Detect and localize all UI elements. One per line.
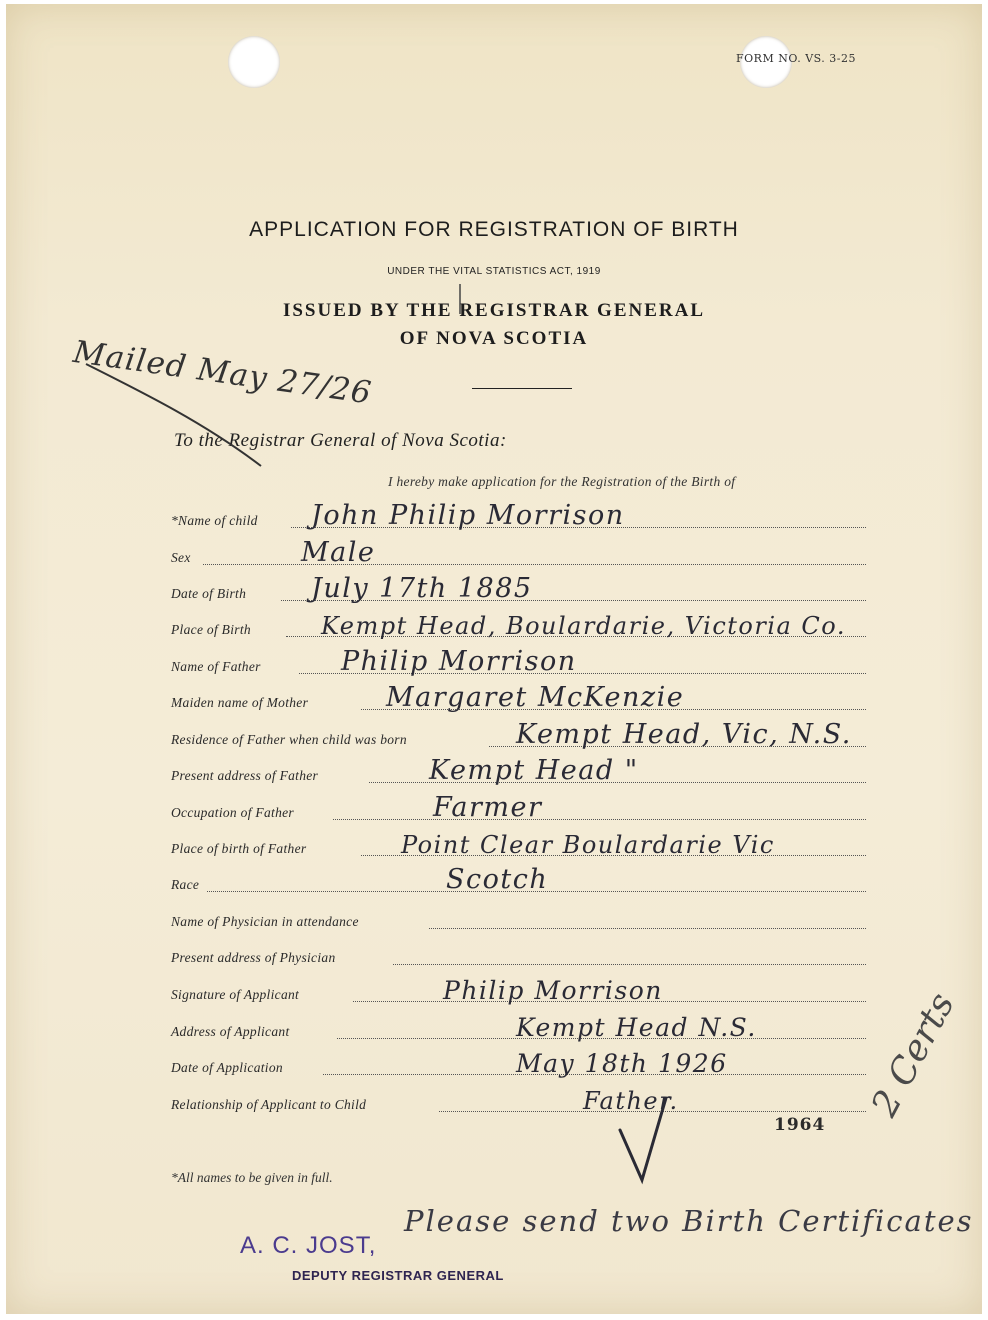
side-note-certs: 2 Certs	[864, 986, 963, 1124]
title-divider	[472, 388, 572, 389]
field-value: May 18th 1926	[516, 1049, 728, 1078]
field-row-relationship	[171, 1087, 866, 1115]
field-row-name-of-father	[171, 646, 866, 677]
field-label: Name of Physician in attendance	[171, 914, 359, 929]
field-label: Address of Applicant	[171, 1024, 290, 1039]
field-row-occupation-of-father	[171, 792, 866, 823]
form-number: FORM NO. VS. 3-25	[736, 52, 856, 65]
footnote: *All names to be given in full.	[171, 1170, 333, 1185]
field-line	[393, 964, 866, 965]
field-label: Sex	[171, 550, 191, 565]
field-label: Relationship of Applicant to Child	[171, 1097, 367, 1112]
field-row-name-of-child	[171, 500, 866, 531]
field-value: Father.	[583, 1087, 679, 1115]
field-row-maiden-name-of-mother	[171, 682, 866, 713]
field-value: John Philip Morrison	[311, 500, 625, 531]
field-value: Kempt Head "	[429, 755, 639, 786]
document-subtitle: UNDER THE VITAL STATISTICS ACT, 1919	[387, 266, 601, 277]
field-row-race	[171, 864, 866, 895]
field-value: Philip Morrison	[341, 646, 577, 677]
field-row-place-of-birth-of-father	[171, 831, 866, 859]
field-label: Race	[171, 877, 200, 892]
mailed-margin-note: Mailed May 27/26	[70, 334, 375, 412]
registrar-stamp-name: A. C. JOST,	[240, 1232, 377, 1259]
registration-number-stamp: 1964	[774, 1115, 826, 1135]
field-line	[429, 928, 866, 929]
field-label: Signature of Applicant	[171, 987, 300, 1002]
field-value: Point Clear Boulardarie Vic	[401, 831, 775, 859]
issued-by-line-1: ISSUED BY THE REGISTRAR GENERAL	[282, 300, 706, 321]
punch-hole-left	[228, 36, 280, 88]
registrar-stamp-title: DEPUTY REGISTRAR GENERAL	[292, 1268, 504, 1283]
field-value: Margaret McKenzie	[386, 682, 685, 713]
field-label: Date of Birth	[171, 586, 247, 601]
field-label: Place of birth of Father	[171, 841, 307, 856]
field-row-date-of-application	[171, 1049, 866, 1078]
field-value: Kempt Head N.S.	[516, 1013, 757, 1042]
field-label: Name of Father	[171, 659, 261, 674]
field-label: *Name of child	[171, 513, 258, 528]
field-label: Place of Birth	[171, 622, 251, 637]
salutation: To the Registrar General of Nova Scotia:	[174, 430, 507, 451]
handwritten-request: Please send two Birth Certificates	[404, 1204, 974, 1238]
field-row-physician-address	[171, 946, 866, 968]
field-row-signature-of-applicant	[171, 976, 866, 1005]
document-title: APPLICATION FOR REGISTRATION OF BIRTH	[249, 218, 739, 241]
field-row-physician-name	[171, 910, 866, 932]
field-value: Kempt Head, Vic, N.S.	[516, 719, 852, 750]
field-row-date-of-birth	[171, 573, 866, 604]
field-value: Philip Morrison	[443, 976, 663, 1005]
intro-text: I hereby make application for the Registration of the Birth of	[388, 474, 736, 489]
field-row-sex	[171, 537, 866, 568]
field-value: Farmer	[433, 792, 543, 823]
field-label: Present address of Physician	[171, 950, 336, 965]
field-value: Kempt Head, Boulardarie, Victoria Co.	[321, 612, 846, 640]
field-row-residence-of-father	[171, 719, 866, 750]
field-label: Residence of Father when child was born	[171, 732, 407, 747]
document-page	[6, 4, 982, 1314]
field-label: Date of Application	[171, 1060, 283, 1075]
field-row-place-of-birth	[171, 612, 866, 640]
issued-by-line-2: OF NOVA SCOTIA	[399, 328, 589, 349]
field-label: Present address of Father	[171, 768, 319, 783]
field-row-address-of-applicant	[171, 1013, 866, 1042]
field-label: Maiden name of Mother	[171, 695, 309, 710]
field-row-present-address-of-father	[171, 755, 866, 786]
field-value: July 17th 1885	[311, 573, 533, 604]
field-value: Male	[301, 537, 376, 568]
field-label: Occupation of Father	[171, 805, 294, 820]
field-value: Scotch	[446, 864, 549, 895]
field-line	[333, 819, 866, 820]
